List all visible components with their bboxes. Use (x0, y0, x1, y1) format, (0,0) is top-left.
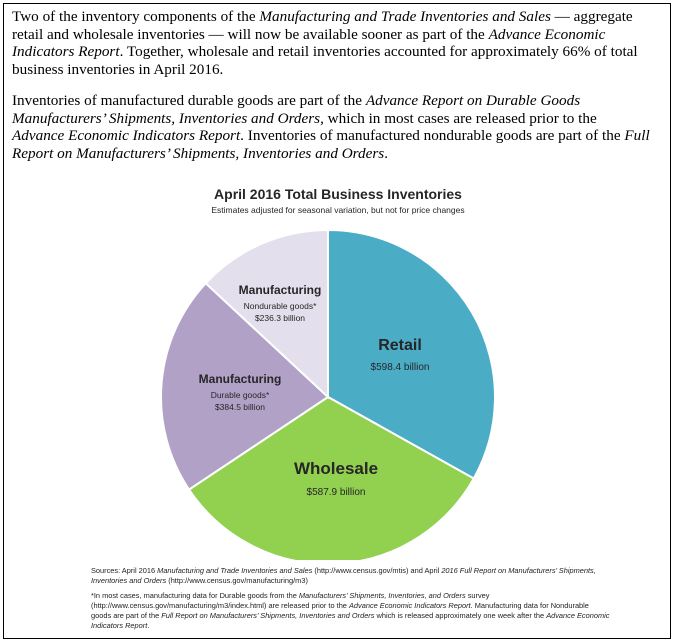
sources-text-d: 2016 Full Report on Manufacturers’ Shipments, Inventories and Orders (91, 566, 596, 585)
slice-value-3: $236.3 billion (254, 313, 306, 323)
footnote-text-f: Full Report on Manufacturers’ Shipments, Inventories and Orders (161, 611, 375, 620)
slice-sublabel-2: Durable goods* (210, 390, 270, 400)
paragraph2-text-f: Full Report on Manufacturers’ Shipments, Inventories and Orders (12, 127, 650, 162)
footnote-text-d: Advance Economic Indicators Report (348, 601, 471, 610)
footnote (91, 591, 611, 631)
footnote-text-g: which is released approximately one week after the (374, 611, 547, 620)
paragraph1-text-c: — aggregate retail and wholesale inventories — will now be available sooner as part of the (12, 8, 633, 43)
paragraph2-text-a: Inventories of manufactured durable goods are part of the (12, 92, 366, 109)
paragraph2-text-d: Advance Economic Indicators Report (12, 127, 241, 144)
footnote-text-h: Advance Economic Indicators Report (91, 611, 610, 630)
sources-text-e: (http://www.census.gov/manufacturing/m3) (166, 576, 308, 585)
slice-sublabel-3: Nondurable goods* (243, 301, 317, 311)
chart-title: April 2016 Total Business Inventories (214, 186, 462, 202)
paragraph1-text-d: Advance Economic Indicators Report (12, 25, 606, 60)
paragraph2-text-c: , which in most cases are released prior to the (320, 109, 597, 127)
paragraph2-text-g: . (384, 144, 388, 162)
footnote-text-e: . Manufacturing data for Nondurable goods are part of the (91, 601, 589, 620)
footnote-text-a: *In most cases, manufacturing data for Durable goods from the (91, 591, 299, 600)
paragraph1-text-a: Two of the inventory components of the (12, 8, 260, 25)
paragraph1-text-b: Manufacturing and Trade Inventories and Sales (259, 8, 551, 25)
slice-label-2: Manufacturing (198, 372, 282, 386)
slice-value-0: $598.4 billion (370, 362, 430, 373)
slice-value-2: $384.5 billion (214, 402, 266, 412)
chart-subtitle: Estimates adjusted for seasonal variation, but not for price changes (211, 205, 465, 215)
footnote-text-c: survey (http://www.census.gov/manufacturing/m3/index.html) are released prior to the (91, 591, 490, 610)
sources-text-b: Manufacturing and Trade Inventories and Sales (157, 566, 313, 575)
footnote-text-b: Manufacturers’ Shipments, Inventories, and Orders (298, 591, 466, 600)
footnote-text-i: . (147, 621, 150, 630)
paragraph2-text-e: . Inventories of manufactured nondurable goods are part of the (240, 127, 625, 144)
slice-label-3: Manufacturing (238, 283, 322, 297)
sources-text-a: Sources: April 2016 (91, 566, 158, 575)
sources-text-c: (http://www.census.gov/mtis) and April (312, 566, 442, 575)
paragraph1-text-e: . Together, wholesale and retail inventories accounted for approximately 66% of total business inventories in April 2016. (12, 43, 638, 78)
paragraph2-text-b: Advance Report on Durable Goods Manufacturers’ Shipments, Inventories and Orders (12, 92, 581, 127)
slice-value-1: $587.9 billion (306, 487, 366, 498)
slice-label-0: Retail (378, 337, 422, 354)
slice-label-1: Wholesale (293, 459, 379, 478)
sources-note (91, 566, 611, 586)
